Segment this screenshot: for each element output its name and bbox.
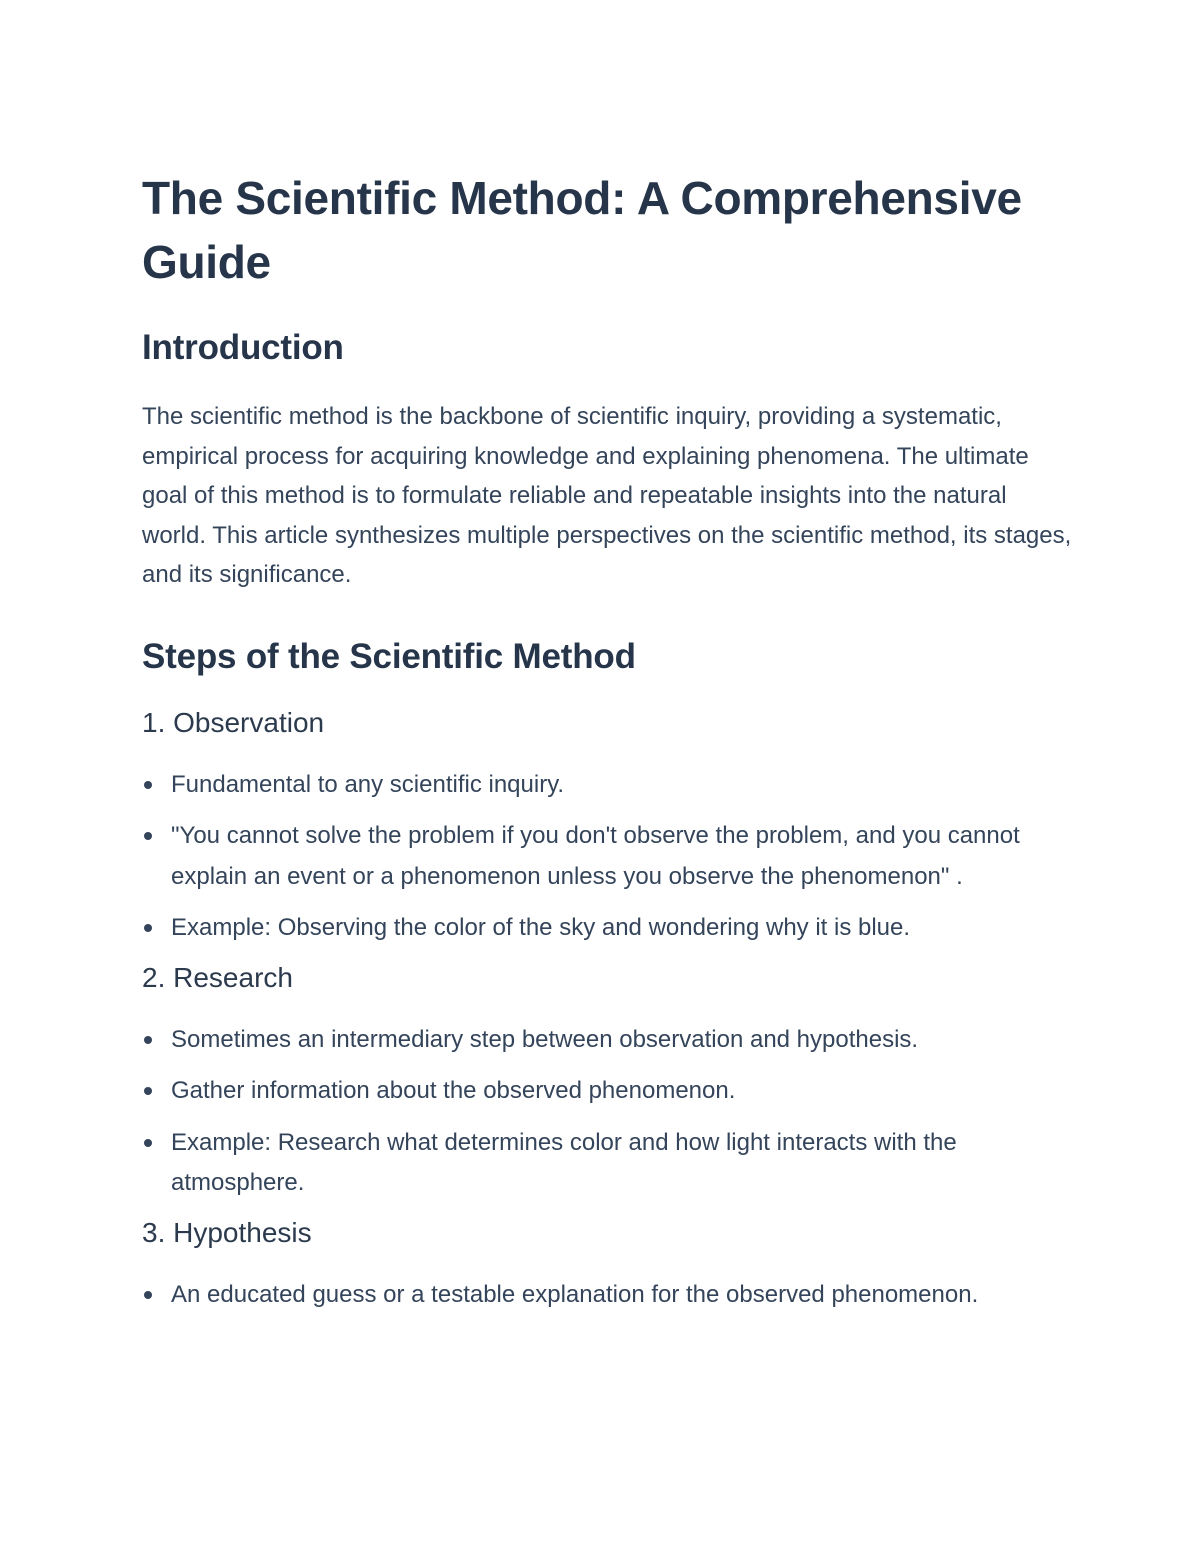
list-item [142,765,1072,806]
bullet-icon [144,1139,152,1147]
bullet-list [142,765,1072,949]
list-item [142,816,1072,897]
step-observation [142,705,1072,949]
list-item-text: Sometimes an intermediary step between observation and hypothesis. [171,1025,919,1053]
step-research [142,960,1072,1204]
bullet-icon [144,832,152,840]
step-heading: 3. Hypothesis [142,1216,312,1248]
list-item-text: An educated guess or a testable explanation for the observed phenomenon. [171,1280,979,1308]
bullet-icon [144,924,152,932]
steps-heading: Steps of the Scientific Method [142,636,636,676]
list-item-text: Example: Observing the color of the sky and wondering why it is blue. [171,914,911,941]
bullet-icon [144,1036,152,1044]
step-hypothesis [142,1215,1072,1316]
document-title: The Scientific Method: A Comprehensive Guide [142,172,1022,288]
list-item [142,1123,1072,1204]
bullet-icon [144,1087,152,1095]
list-item [142,1275,1072,1316]
list-item-text: Example: Research what determines color and how light interacts with the atmosphere. [171,1128,957,1196]
bullet-list [142,1020,1072,1204]
list-item-text: Fundamental to any scientific inquiry. [171,770,565,798]
list-item [142,1020,1072,1061]
bullet-list [142,1275,1072,1316]
bullet-icon [144,781,152,789]
list-item [142,1071,1072,1112]
step-heading: 2. Research [142,961,293,993]
list-item-text: Gather information about the observed phenomenon. [171,1077,736,1104]
document-page [142,166,1072,1326]
introduction-heading: Introduction [142,328,344,367]
step-heading: 1. Observation [142,706,325,738]
introduction-paragraph: The scientific method is the backbone of scientific inquiry, providing a systematic, empirical process for acquiring knowledge and explaining phenomena. The ultimate goal of this method is to formulate reliable and repeatable insights into the natural world. This article synthesizes multiple perspectives on the scientific method, its stages, and its significance. [142,403,1072,588]
bullet-icon [144,1291,152,1299]
list-item-text: "You cannot solve the problem if you don't observe the problem, and you cannot explain an event or a phenomenon unless you observe the phenomenon" . [171,822,1020,890]
list-item [142,908,1072,949]
